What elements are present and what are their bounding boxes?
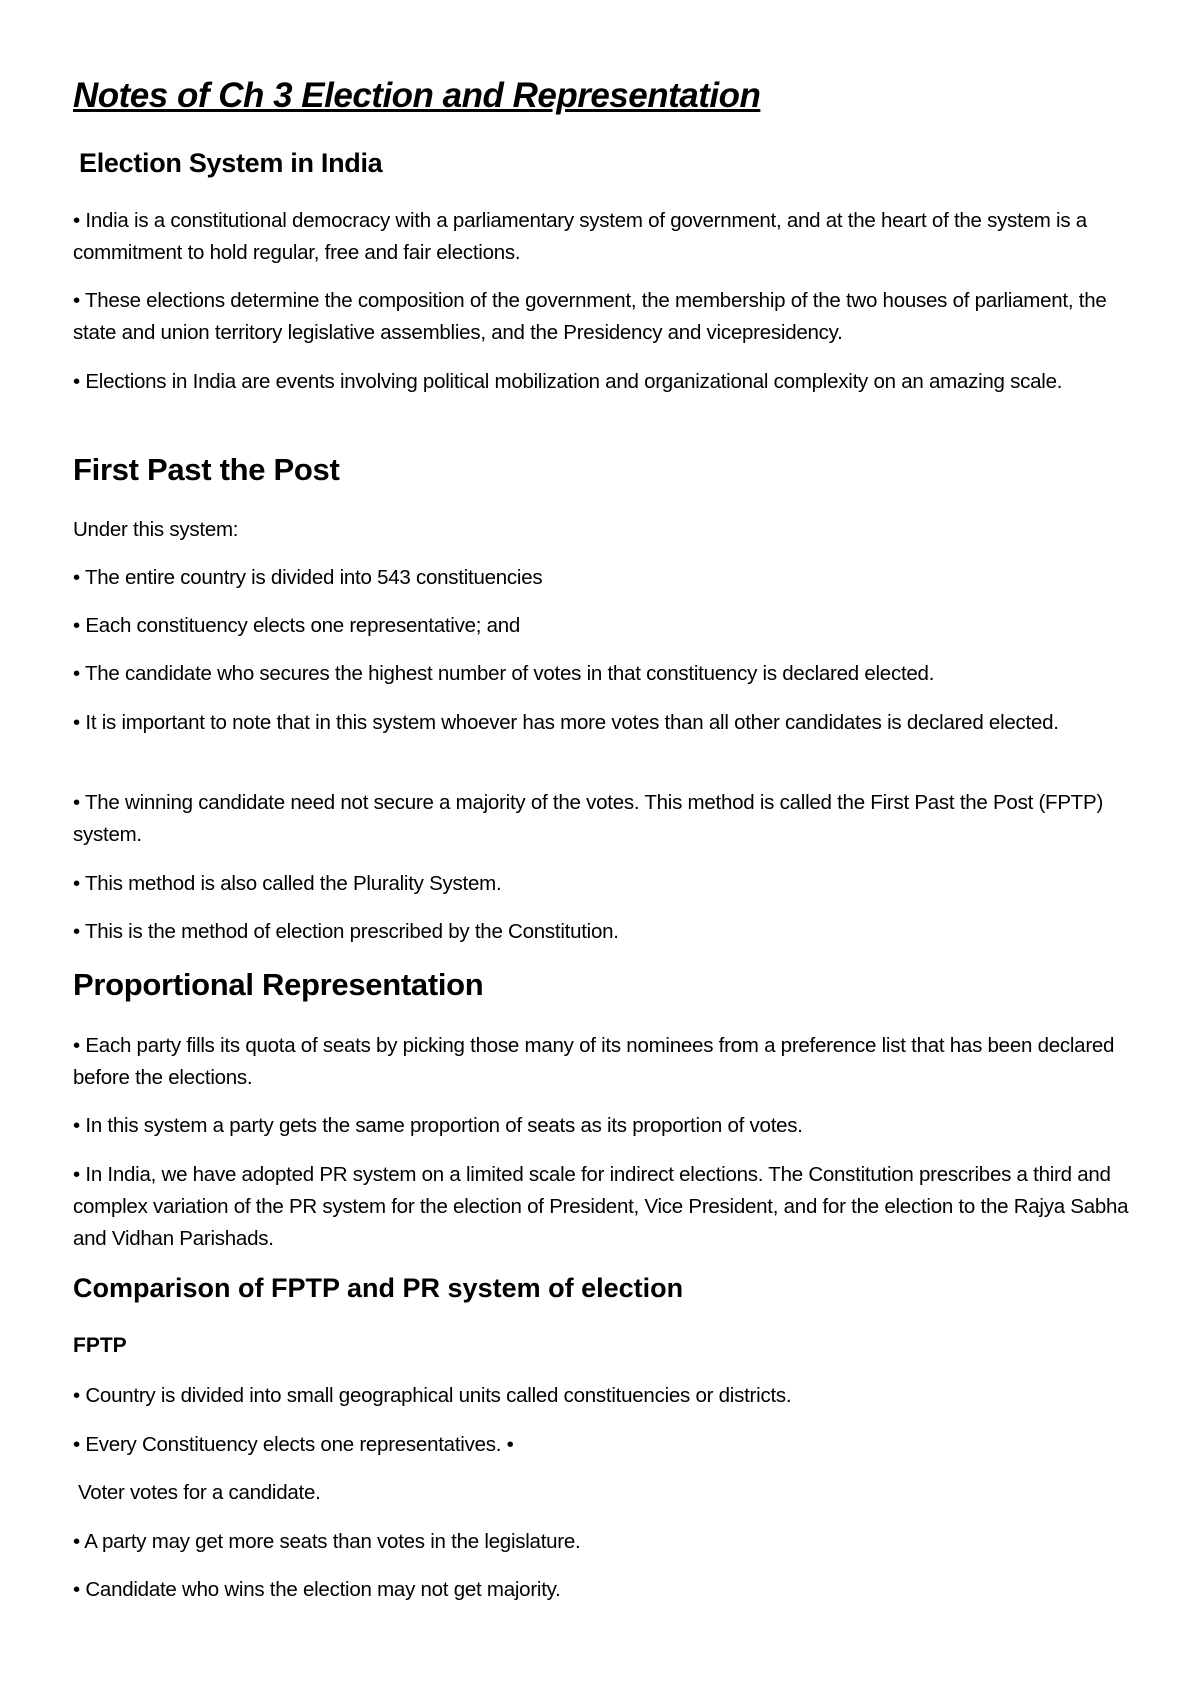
bullet-paragraph: • These elections determine the composition of the government, the membership of the two houses of parliament, the state and union territory legislative assemblies, and the Presidency and vicepresidency. <box>73 289 1107 344</box>
bullet-paragraph: • This is the method of election prescribed by the Constitution. <box>73 920 619 943</box>
bullet-paragraph: • Country is divided into small geographical units called constituencies or districts. <box>73 1384 792 1407</box>
heading-comparison: Comparison of FPTP and PR system of election <box>73 1273 684 1303</box>
bullet-paragraph: • Elections in India are events involving political mobilization and organizational complexity on an amazing scale. <box>73 370 1063 393</box>
bullet-paragraph: • Each constituency elects one representative; and <box>73 614 521 637</box>
bullet-paragraph: • Every Constituency elects one representatives. • <box>73 1433 514 1456</box>
plain-line: Voter votes for a candidate. <box>78 1481 321 1504</box>
bullet-paragraph: • The entire country is divided into 543 constituencies <box>73 566 543 589</box>
intro-line: Under this system: <box>73 518 239 541</box>
bullet-paragraph: • Each party fills its quota of seats by picking those many of its nominees from a preference list that has been declared before the elections. <box>73 1034 1115 1089</box>
bullet-paragraph: • In India, we have adopted PR system on a limited scale for indirect elections. The Constitution prescribes a third and complex variation of the PR system for the election of President, Vice President, and for the election to the Rajya Sabha and Vidhan Parishads. <box>73 1163 1129 1250</box>
bullet-paragraph: • The winning candidate need not secure a majority of the votes. This method is called the First Past the Post (FPTP) system. <box>73 791 1104 846</box>
bullet-paragraph: • It is important to note that in this system whoever has more votes than all other candidates is declared elected. <box>73 711 1059 734</box>
bullet-paragraph: • A party may get more seats than votes in the legislature. <box>73 1530 581 1553</box>
document-title: Notes of Ch 3 Election and Representation <box>73 76 761 115</box>
bullet-paragraph: • In this system a party gets the same proportion of seats as its proportion of votes. <box>73 1114 803 1137</box>
heading-election-system: Election System in India <box>79 148 383 178</box>
subheading-fptp: FPTP <box>73 1334 127 1357</box>
heading-proportional-representation: Proportional Representation <box>73 967 484 1002</box>
bullet-paragraph: • The candidate who secures the highest number of votes in that constituency is declared elected. <box>73 662 935 685</box>
bullet-paragraph: • India is a constitutional democracy with a parliamentary system of government, and at the heart of the system is a commitment to hold regular, free and fair elections. <box>73 209 1087 264</box>
bullet-paragraph: • This method is also called the Plurality System. <box>73 872 502 895</box>
heading-first-past-the-post: First Past the Post <box>73 452 340 487</box>
bullet-paragraph: • Candidate who wins the election may not get majority. <box>73 1578 561 1601</box>
